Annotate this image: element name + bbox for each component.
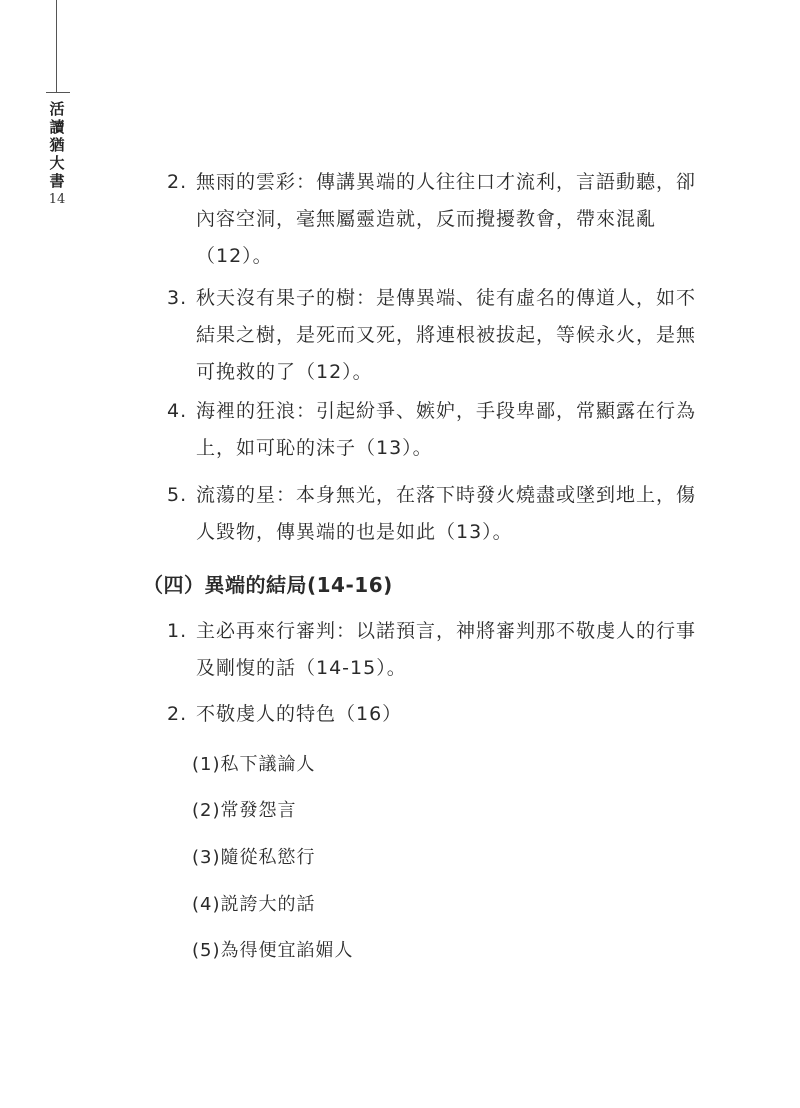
book-title-char: 書 (49, 172, 65, 190)
sub-item: (1)私下議論人 (192, 754, 316, 775)
book-title-char: 大 (49, 154, 65, 172)
list-item-5-stars (167, 477, 697, 551)
margin-horizontal-rule (46, 92, 70, 93)
margin-vertical-rule (56, 0, 57, 92)
sub-item: (2)常發怨言 (192, 800, 297, 821)
sub-item: (3)隨從私慾行 (192, 847, 316, 868)
sub-item: (5)為得便宜諂媚人 (192, 940, 354, 961)
book-title-char: 讀 (49, 118, 65, 136)
item-text: 不敬虔人的特色（16） (196, 703, 403, 725)
item-number: 4. (167, 400, 188, 422)
list-item-1-judgment (167, 613, 697, 687)
section-heading: （四）異端的結局(14-16) (143, 573, 393, 597)
item-text: 秋天沒有果子的樹：是傳異端、徒有虛名的傳道人，如不結果之樹，是死而又死，將連根被拔起，等候永火，是無可挽救的了（12）。 (196, 287, 697, 383)
list-item-2-clouds (167, 164, 697, 275)
item-number: 1. (167, 620, 188, 642)
item-text: 主必再來行審判：以諾預言，神將審判那不敬虔人的行事及剛愎的話（14-15）。 (196, 620, 697, 679)
sub-item: (4)説誇大的話 (192, 894, 316, 915)
item-text: 海裡的狂浪：引起紛爭、嫉妒，手段卑鄙，常顯露在行為上，如可恥的沫子（13）。 (196, 400, 697, 459)
item-number: 2. (167, 171, 188, 193)
item-text: 流蕩的星：本身無光，在落下時發火燒盡或墜到地上，傷人毀物，傳異端的也是如此（13）。 (196, 484, 697, 543)
list-item-3-trees (167, 280, 697, 391)
book-title-char: 猶 (49, 136, 65, 154)
book-title-char: 活 (49, 100, 65, 118)
item-number: 3. (167, 287, 188, 309)
item-number: 5. (167, 484, 188, 506)
item-number: 2. (167, 703, 188, 725)
list-item-2-traits (167, 696, 697, 733)
book-title (44, 100, 70, 190)
running-header (44, 100, 70, 207)
list-item-4-waves (167, 393, 697, 467)
page-number: 14 (48, 192, 66, 207)
item-text: 無雨的雲彩：傳講異端的人往往口才流利，言語動聽，卻內容空洞，毫無屬靈造就，反而攪擾教會，帶來混亂（12）。 (196, 171, 697, 267)
